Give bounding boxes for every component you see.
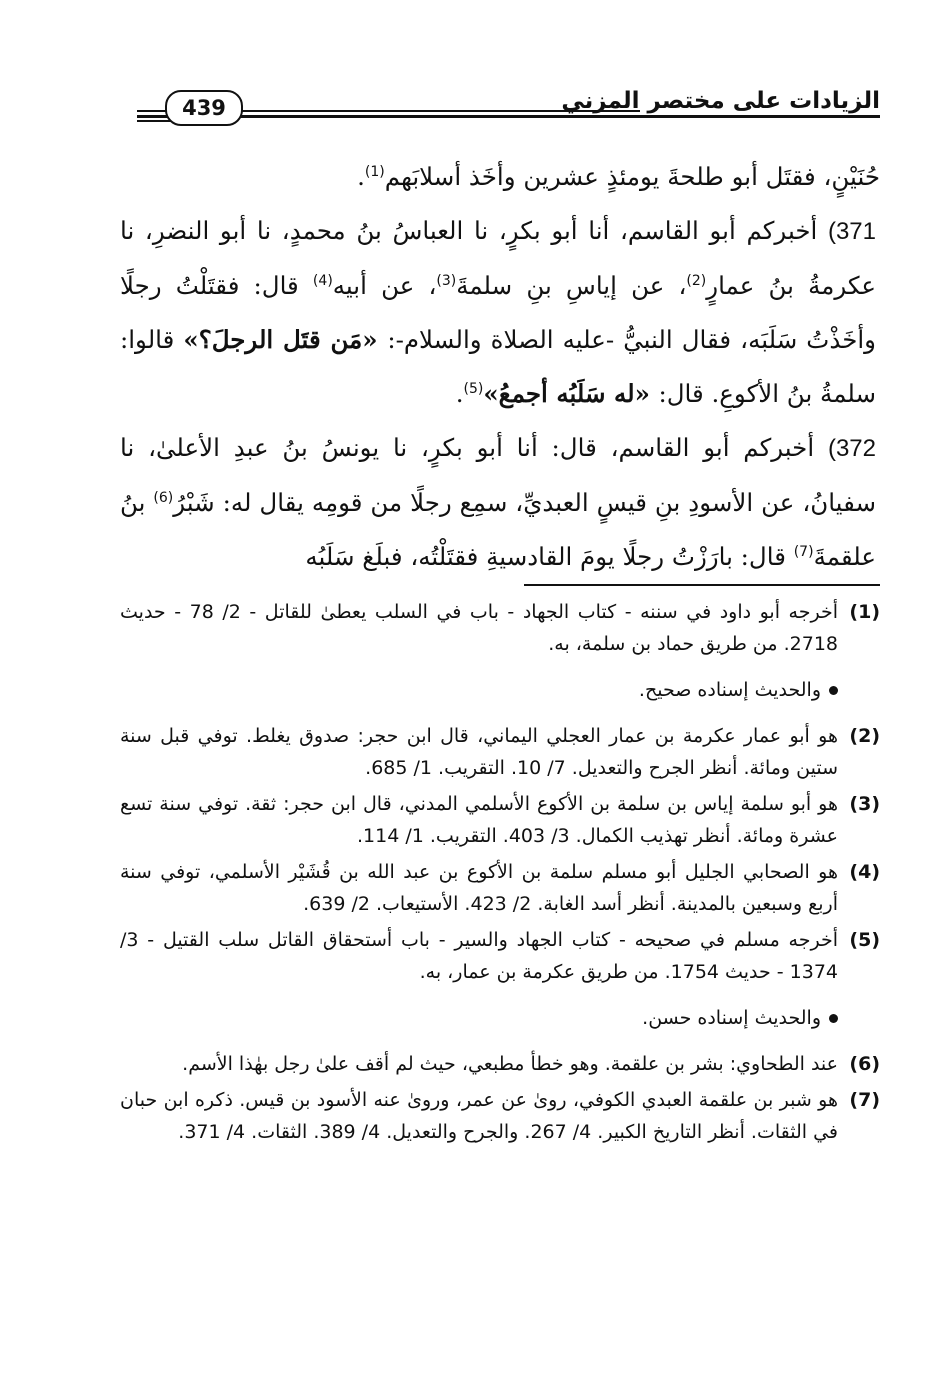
hadith-number: 372) (827, 435, 876, 462)
footnote-4: (4) هو الصحابي الجليل أبو مسلم سلمة بن الأكوع بن عبد الله بن قُشَيْر الأسلمي، توفي سنة أربع وسبعين بالمدينة. أنظر أسد الغابة. 2/ 423. الأستيعاب. 2/ 639. (120, 861, 880, 915)
book-title: الزيادات على مختصر المزني (561, 88, 880, 114)
page-number: 439 (165, 90, 243, 126)
footnote-separator (524, 584, 880, 586)
footnote-7: (7) هو شبر بن علقمة العبدي الكوفي، روىٰ عن عمر، وروىٰ عنه الأسود بن قيس. ذكره ابن حبان في الثقات. أنظر التاريخ الكبير. 4/ 267. والجرح والتعديل. 4/ 389. الثقات. 4/ 371. (120, 1089, 880, 1143)
footnote-ref: (4) (312, 273, 333, 289)
bullet-icon (829, 1014, 838, 1023)
footnotes (120, 596, 880, 1152)
header-rule (137, 115, 880, 118)
footnote-ref: (7) (793, 544, 814, 560)
prophetic-quote: «مَن قتَل الرجلَ؟» (183, 325, 388, 354)
footnote-ref: (2) (686, 273, 707, 289)
footnote-3: (3) هو أبو سلمة إياس بن سلمة بن الأكوع الأسلمي المدني، قال ابن حجر: ثقة. توفي سنة تسع عشرة ومائة. أنظر تهذيب الكمال. 3/ 403. التقريب. 1/ 114. (120, 793, 880, 847)
footnote-ref: (3) (436, 273, 457, 289)
footnote-6: (6) عند الطحاوي: بشر بن علقمة. وهو خطأ مطبعي، حيث لم أقف علىٰ رجل بهٰذا الأسم. (182, 1053, 880, 1075)
hadith-372: 372) أخبركم أبو القاسم، قال: أنا أبو بكرٍ، نا يونسُ بنُ عبدِ الأعلىٰ، نا سفيانُ، عن الأسودِ بنِ قيسٍ العبديِّ، سمِع رجلًا من قومِه يقال له: شَبْرُ$^{(6)}$ بنُ علقمةَ$^{(7)}$ قال: بارَزْتُ رجلًا يومَ القادسيةِ فقتَلْتُه، فبلَغ سَلَبُه (120, 433, 876, 571)
running-header (120, 82, 880, 130)
footnote-5: (5) أخرجه مسلم في صحيحه - كتاب الجهاد والسير - باب أستحقاق القاتل سلب القتيل - 3/ 1374 - حديث 1754. من طريق عكرمة بن عمار، به. (120, 929, 880, 983)
hadith-number: 371) (827, 218, 876, 245)
bullet-icon (829, 686, 838, 695)
footnote-ref: (6) (153, 490, 174, 506)
grading-note: والحديث إسناده صحيح. (120, 674, 880, 706)
footnote-ref: (5) (463, 381, 484, 397)
hadith-371: 371) أخبركم أبو القاسم، أنا أبو بكرٍ، نا العباسُ بنُ محمدٍ، نا أبو النضرِ، نا عكرمةُ بنُ عمارٍ$^{(2)}$، عن إياسِ بنِ سلمةَ$^{(3)}$، عن أبيه$^{(4)}$ قال: فقتَلْتُ رجلًا وأخَذْتُ سَلَبَه، فقال النبيُّ -عليه الصلاة والسلام-: «مَن قتَل الرجلَ؟» قالوا: سلمةُ بنُ الأكوعِ. قال: «له سَلَبُه أجمعُ»$^{(5)}$. (120, 216, 877, 408)
continuation-line: حُنَيْنٍ، فقتَل أبو طلحةَ يومئذٍ عشرين وأخَذ أسلابَهم$^{(1)}$. (357, 162, 880, 191)
grading-note: والحديث إسناده حسن. (120, 1002, 880, 1034)
footnote-ref: (1) (364, 164, 385, 180)
footnote-1: (1) أخرجه أبو داود في سننه - كتاب الجهاد - باب في السلب يعطىٰ للقاتل - 2/ 78 - حديث 2718. من طريق حماد بن سلمة، به. (120, 601, 880, 655)
main-text (120, 150, 880, 584)
prophetic-quote: «له سَلَبُه أجمعُ» (483, 379, 659, 408)
footnote-2: (2) هو أبو عمار عكرمة بن عمار العجلي اليماني، قال ابن حجر: صدوق يغلط. توفي قبل سنة ستين ومائة. أنظر الجرح والتعديل. 7/ 10. التقريب. 1/ 685. (120, 725, 880, 779)
